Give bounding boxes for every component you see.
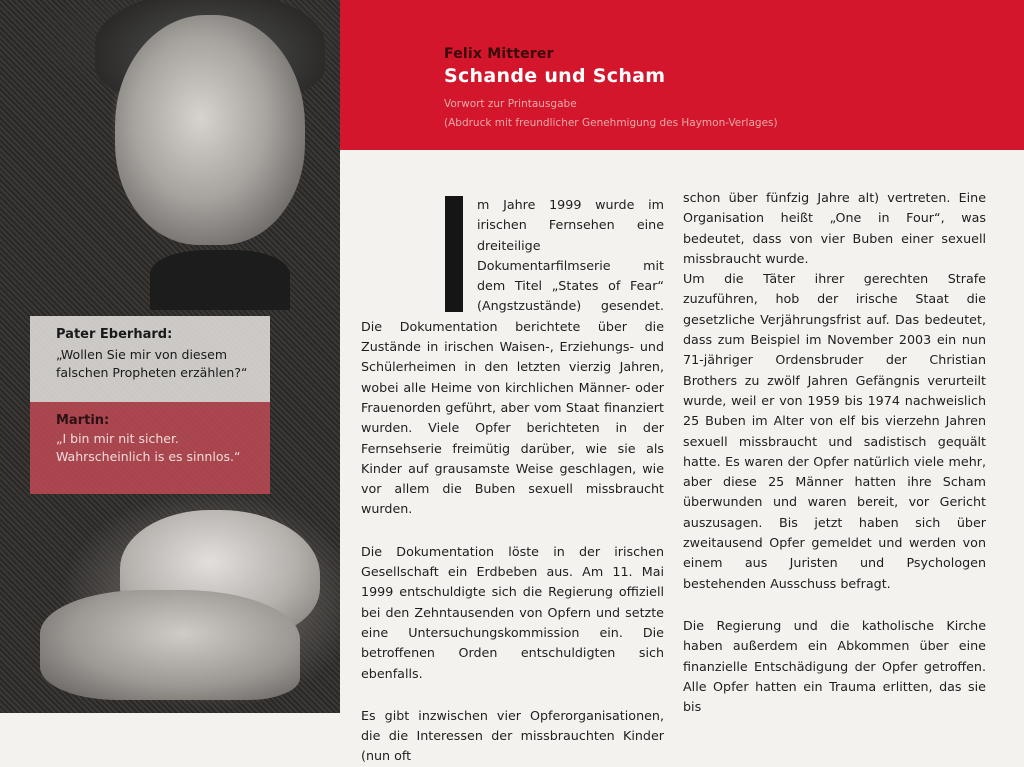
quote-speaker-2: Martin: bbox=[56, 413, 110, 428]
quote-text-2 bbox=[56, 430, 240, 466]
quote-speaker-1: Pater Eberhard: bbox=[56, 327, 173, 342]
quote-2-line-1: „I bin mir nit sicher. bbox=[56, 431, 179, 446]
quote-2-line-2: Wahrscheinlich is es sinnlos.“ bbox=[56, 449, 241, 464]
paragraph: Es gibt inzwischen vier Opferorganisationen, die die Interessen der missbrauchten Kinder (nun oft bbox=[361, 707, 664, 764]
drop-cap-i bbox=[445, 196, 463, 312]
paragraph: Die Dokumentation löste in der irischen Gesellschaft ein Erdbeben aus. Am 11. Mai 1999 entschuldigte sich die Regierung offiziell bei den Zehntausenden von Opfern und setzte eine Untersuchungskommission ein. Die betroffenen Orden entschuldigten sich ebenfalls. bbox=[361, 543, 664, 681]
quote-box bbox=[30, 316, 270, 494]
paragraph: Die Regierung und die katholische Kirche haben außerdem ein Abkommen über eine finanzielle Entschädigung der Opfer getroffen. Alle Opfer hatten ein Trauma erlitten, das sie bis bbox=[683, 617, 986, 715]
quote-text-1 bbox=[56, 346, 247, 382]
text-column-2 bbox=[683, 188, 986, 717]
author-name: Felix Mitterer bbox=[444, 46, 554, 62]
subtitle-line-2: (Abdruck mit freundlicher Genehmigung des Haymon-Verlages) bbox=[444, 117, 778, 129]
subtitle-line-1: Vorwort zur Printausgabe bbox=[444, 98, 577, 110]
paragraph: m Jahre 1999 wurde im irischen Fernsehen eine dreiteilige Dokumentarfilmserie mit dem Titel „States of Fear“ (Angstzustände) gesendet. Die Dokumentation berichtete über die Zustände in irischen Waisen-, Erziehungs- und Schülerheimen in den letzten vierzig Jahren, wobei alle Heime von kirchlichen Männer- oder Frauenorden geführt, aber vom Staat finanziert wurden. Viele Opfer berichteten in der Fernsehserie freimütig darüber, wie sie als Kinder auf grausamste Weise geschlagen, wie vor allem die Buben sexuell missbraucht wurden. bbox=[361, 197, 664, 517]
quote-1-line-1: „Wollen Sie mir von diesem bbox=[56, 347, 227, 362]
page-title: Schande und Scham bbox=[444, 65, 666, 87]
text-column-1 bbox=[361, 195, 664, 767]
photo-collar bbox=[150, 250, 290, 310]
paragraph: schon über fünfzig Jahre alt) vertreten. Eine Organisation heißt „One in Four“, was bedeutet, dass von vier Buben einer sexuell missbraucht wurde. bbox=[683, 190, 986, 266]
photo-face bbox=[115, 15, 305, 245]
paragraph: Um die Täter ihrer gerechten Strafe zuzuführen, hob der irische Staat die gesetzliche Verjährungsfrist auf. Das bedeutet, dass zum Beispiel im November 2003 ein nun 71-jähriger Ordensbruder der Christian Brothers zu zwölf Jahren Gefängnis verurteilt wurde, weil er von 1959 bis 1974 nachweislich 25 Buben im Alter von elf bis vierzehn Jahren sexuell missbraucht und sadistisch gequält hatte. Es waren der Opfer natürlich viele mehr, aber diese 25 Männer hatten ihre Scham überwunden und waren bereit, vor Gericht auszusagen. Bis jetzt haben sich über zweitausend Opfer gemeldet und werden von einem aus Juristen und Psychologen bestehenden Ausschuss befragt. bbox=[683, 271, 986, 591]
quote-1-line-2: falschen Propheten erzählen?“ bbox=[56, 365, 248, 380]
photo-arm bbox=[40, 590, 300, 700]
